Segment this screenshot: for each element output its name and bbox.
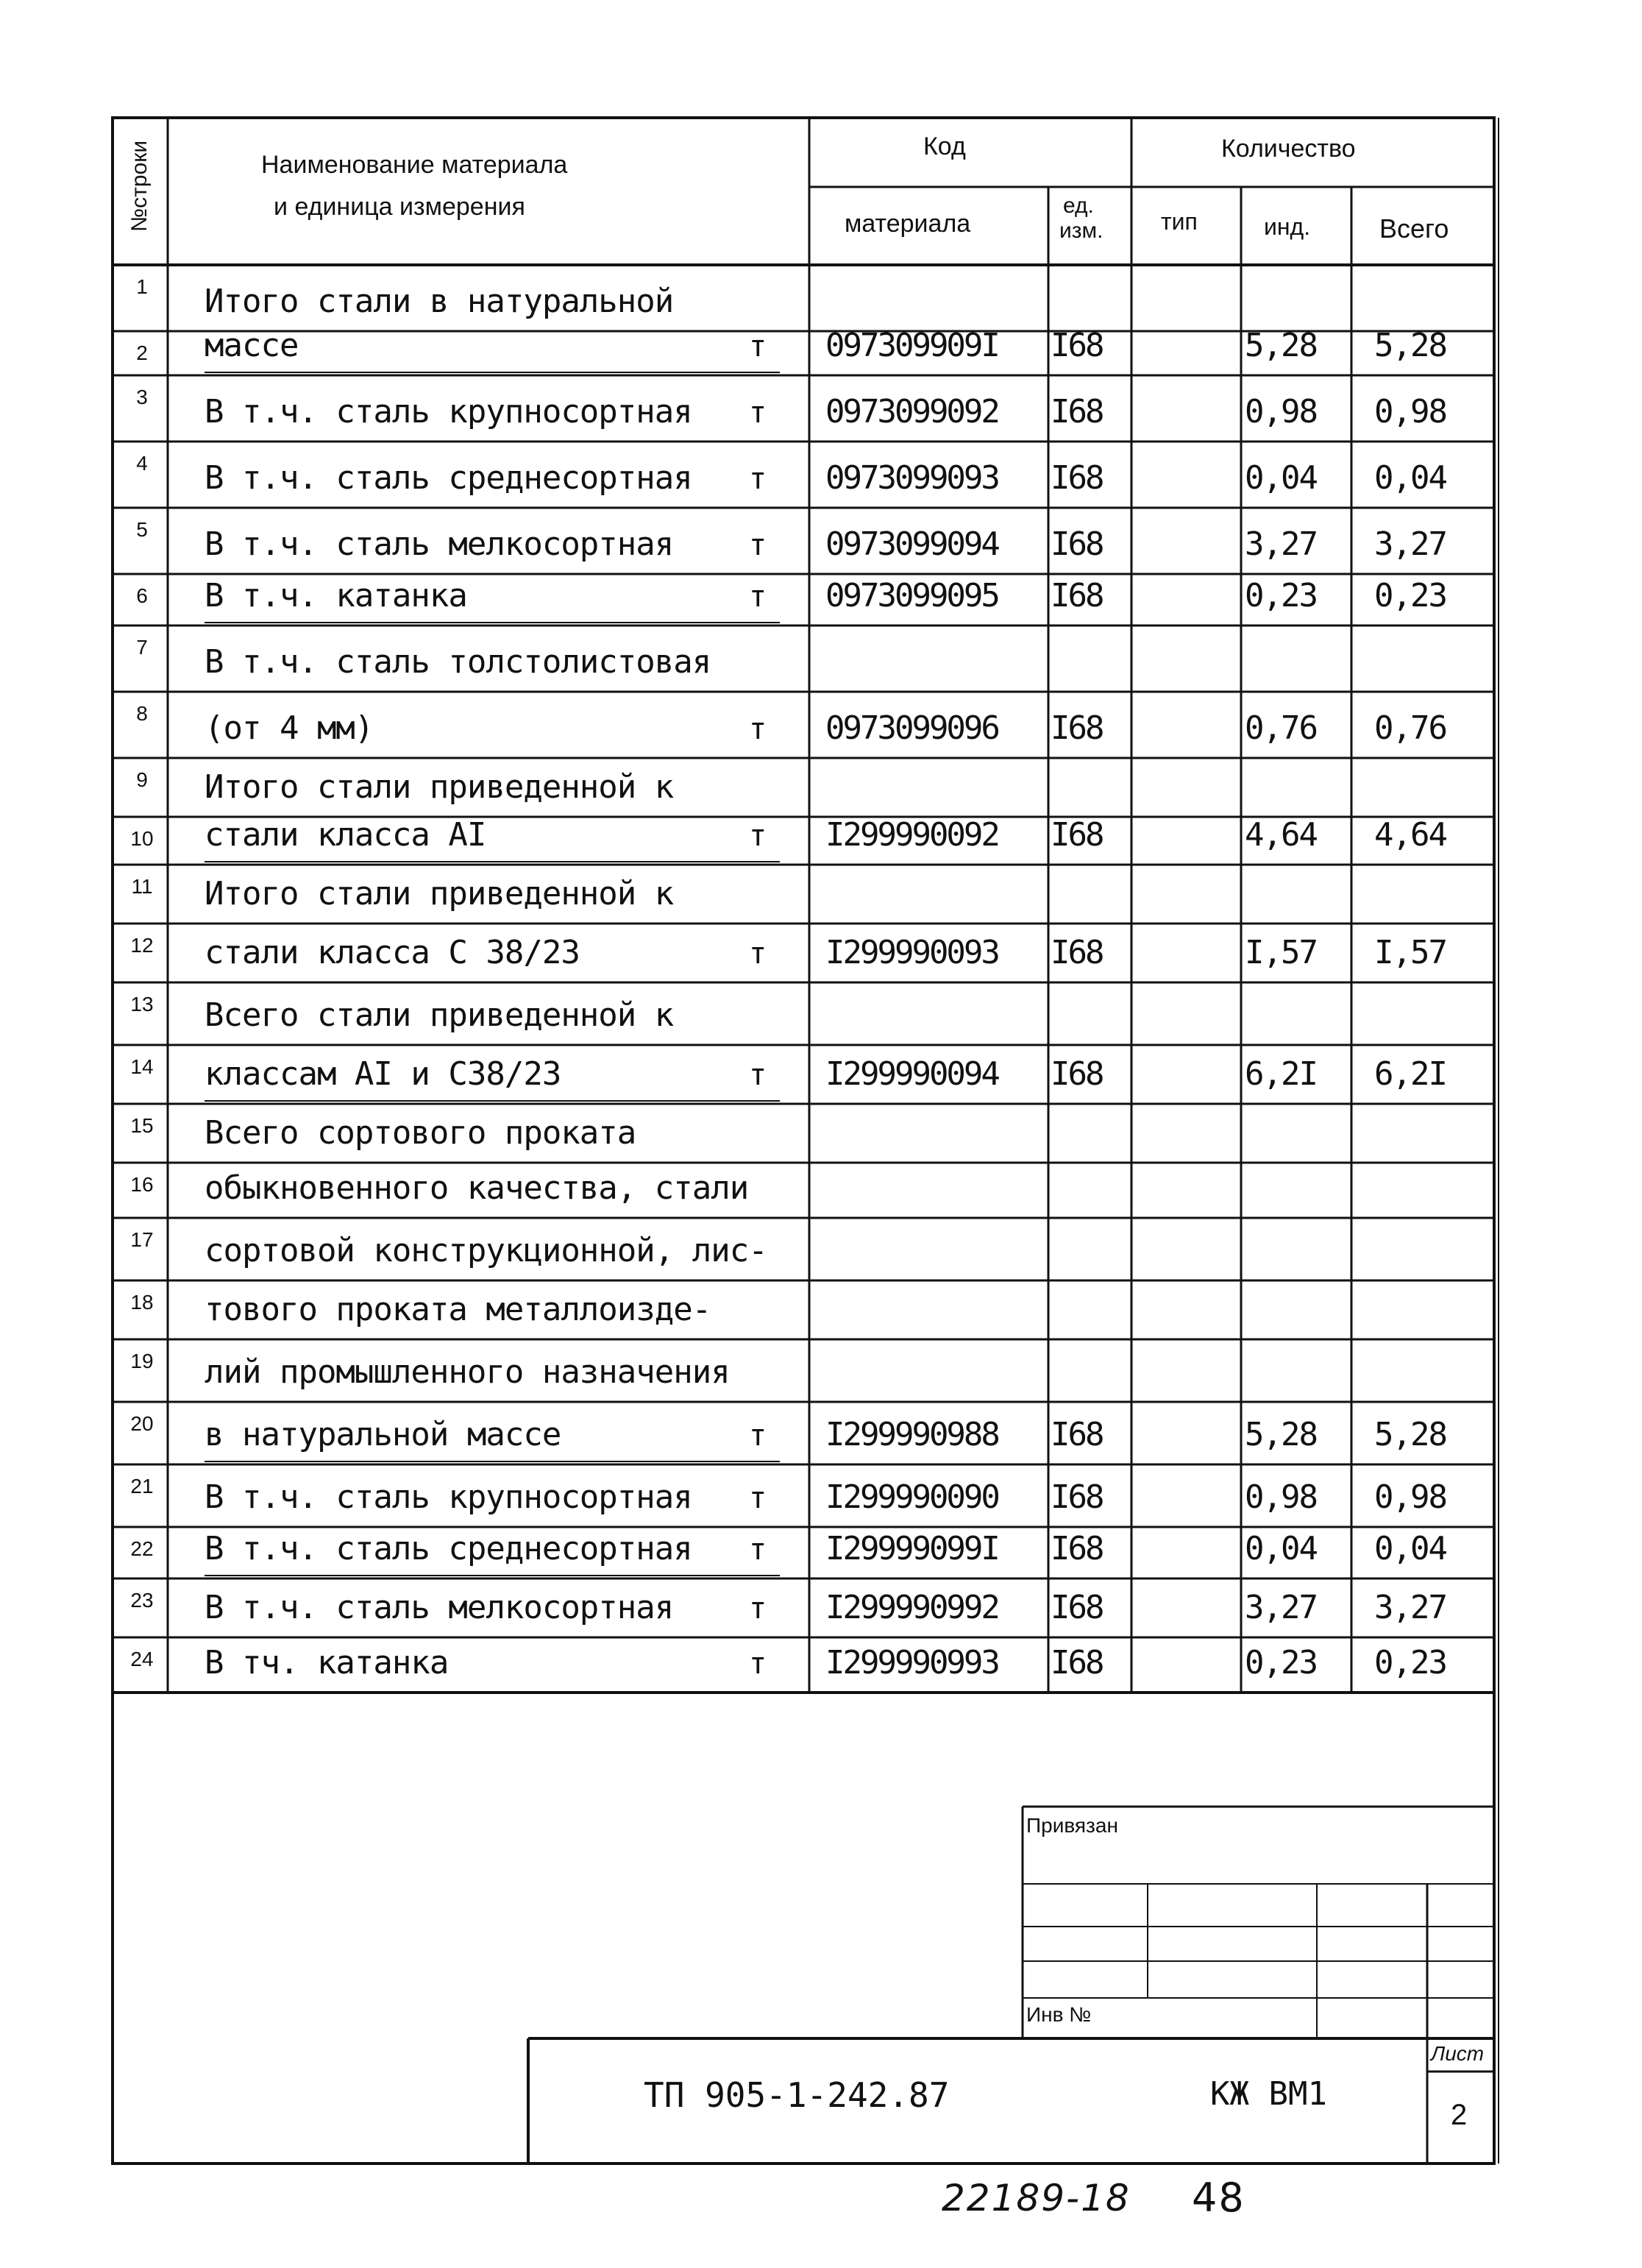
- row-number: 8: [136, 702, 148, 725]
- row-number: 9: [136, 768, 148, 791]
- row-unit-code: I68: [1051, 1478, 1103, 1516]
- row-material-name: Итого стали приведенной к: [205, 875, 674, 912]
- row-number: 6: [136, 584, 148, 607]
- row-unit: т: [749, 330, 767, 364]
- row-number: 15: [130, 1114, 154, 1137]
- row-qty-individual: 0,98: [1245, 393, 1317, 430]
- row-material-code: I299990093: [825, 934, 998, 971]
- row-qty-individual: 5,28: [1245, 327, 1317, 364]
- row-qty-individual: 0,23: [1245, 1644, 1317, 1681]
- row-material-name: В т.ч. сталь толстолистовая: [205, 643, 711, 681]
- row-material-name: массе: [205, 327, 299, 364]
- row-material-name: (от 4 мм): [205, 709, 374, 747]
- row-qty-individual: 0,23: [1245, 577, 1317, 614]
- page-number: 48: [1192, 2175, 1245, 2221]
- row-number: 23: [130, 1589, 154, 1612]
- row-unit: т: [749, 712, 767, 746]
- row-qty-individual: 0,98: [1245, 1478, 1317, 1516]
- row-qty-individual: 0,76: [1245, 709, 1317, 747]
- row-material-name: стали класса AI: [205, 816, 486, 854]
- order-number: 22189-18: [942, 2177, 1131, 2219]
- row-material-code: I299990988: [825, 1416, 998, 1453]
- document-mark: КЖ ВМ1: [1210, 2075, 1327, 2113]
- row-unit-code: I68: [1051, 459, 1103, 497]
- inventory-label: Инв №: [1026, 2003, 1092, 2026]
- row-qty-total: 6,2I: [1374, 1055, 1446, 1093]
- row-unit-code: I68: [1051, 934, 1103, 971]
- row-material-code: I299990094: [825, 1055, 998, 1093]
- row-unit: т: [749, 1419, 767, 1453]
- row-qty-total: 0,23: [1374, 1644, 1446, 1681]
- row-qty-individual: 3,27: [1245, 525, 1317, 563]
- row-material-code: I299990992: [825, 1589, 998, 1626]
- name-header-line1: Наименование материала: [261, 151, 568, 179]
- row-material-name: сортовой конструкционной, лис-: [205, 1232, 767, 1269]
- row-material-name: В т.ч. сталь крупносортная: [205, 1478, 692, 1516]
- row-material-name: в натуральной массе: [205, 1416, 561, 1453]
- row-qty-individual: 5,28: [1245, 1416, 1317, 1453]
- row-material-name: В т.ч. сталь среднесортная: [205, 1530, 692, 1567]
- row-number: 19: [130, 1350, 154, 1372]
- row-unit: т: [749, 1533, 767, 1567]
- row-qty-total: 3,27: [1374, 1589, 1446, 1626]
- qty-type-header: тип: [1161, 208, 1198, 235]
- row-unit: т: [749, 819, 767, 853]
- row-number: 7: [136, 636, 148, 659]
- row-number-header: №строки: [127, 140, 152, 232]
- row-number: 10: [130, 827, 154, 850]
- row-unit: т: [749, 462, 767, 496]
- row-number: 2: [136, 341, 148, 364]
- row-material-name: В т.ч. сталь мелкосортная: [205, 525, 674, 563]
- row-material-name: В т.ч. сталь мелкосортная: [205, 1589, 674, 1626]
- code-unit-header-2: изм.: [1059, 219, 1103, 243]
- row-unit: т: [749, 1647, 767, 1681]
- row-material-name: тового проката металлоизде-: [205, 1291, 711, 1328]
- project-code: ТП 905-1-242.87: [644, 2075, 950, 2115]
- row-material-code: 097309909I: [825, 327, 998, 364]
- row-material-code: I299990993: [825, 1644, 998, 1681]
- row-unit-code: I68: [1051, 1055, 1103, 1093]
- quantity-header: Количество: [1221, 135, 1356, 163]
- row-number: 20: [130, 1412, 154, 1435]
- row-qty-individual: 0,04: [1245, 1530, 1317, 1567]
- row-unit: т: [749, 1592, 767, 1626]
- row-qty-total: 0,04: [1374, 459, 1446, 497]
- row-unit-code: I68: [1051, 1589, 1103, 1626]
- row-material-code: I299990092: [825, 816, 998, 854]
- row-number: 22: [130, 1537, 154, 1560]
- row-number: 24: [130, 1648, 154, 1670]
- row-unit: т: [749, 396, 767, 430]
- row-material-name: лий промышленного назначения: [205, 1353, 730, 1391]
- row-number: 5: [136, 518, 148, 541]
- row-material-name: обыкновенного качества, стали: [205, 1169, 749, 1207]
- row-qty-total: 0,23: [1374, 577, 1446, 614]
- row-material-code: 0973099095: [825, 577, 998, 614]
- sheet-number: 2: [1451, 2099, 1468, 2131]
- row-qty-total: I,57: [1374, 934, 1446, 971]
- row-unit-code: I68: [1051, 577, 1103, 614]
- row-number: 21: [130, 1475, 154, 1498]
- row-unit-code: I68: [1051, 393, 1103, 430]
- qty-total-header: Всего: [1379, 213, 1449, 244]
- row-unit: т: [749, 528, 767, 562]
- row-qty-individual: 0,04: [1245, 459, 1317, 497]
- row-unit-code: I68: [1051, 709, 1103, 747]
- row-material-name: В т.ч. катанка: [205, 577, 467, 614]
- row-unit-code: I68: [1051, 525, 1103, 563]
- row-qty-total: 5,28: [1374, 1416, 1446, 1453]
- row-unit: т: [749, 937, 767, 971]
- row-unit-code: I68: [1051, 1416, 1103, 1453]
- code-unit-header-1: ед.: [1063, 194, 1094, 218]
- row-qty-individual: 4,64: [1245, 816, 1317, 854]
- row-material-name: Всего сортового проката: [205, 1114, 636, 1152]
- row-material-name: классам AI и С38/23: [205, 1055, 561, 1093]
- row-qty-total: 0,76: [1374, 709, 1446, 747]
- code-header: Код: [923, 132, 966, 160]
- row-number: 3: [136, 386, 148, 408]
- row-material-name: В т.ч. сталь среднесортная: [205, 459, 692, 497]
- row-qty-total: 0,04: [1374, 1530, 1446, 1567]
- row-unit-code: I68: [1051, 327, 1103, 364]
- row-unit-code: I68: [1051, 816, 1103, 854]
- row-qty-individual: I,57: [1245, 934, 1317, 971]
- code-material-header: материала: [845, 210, 971, 238]
- row-qty-total: 5,28: [1374, 327, 1446, 364]
- row-qty-total: 0,98: [1374, 1478, 1446, 1516]
- row-material-code: I29999099I: [825, 1530, 998, 1567]
- row-unit: т: [749, 1058, 767, 1092]
- row-unit: т: [749, 580, 767, 614]
- row-number: 12: [130, 934, 154, 957]
- row-number: 1: [136, 275, 148, 298]
- row-material-code: I299990090: [825, 1478, 998, 1516]
- row-material-code: 0973099096: [825, 709, 998, 747]
- row-number: 14: [130, 1055, 154, 1078]
- row-material-name: В т.ч. сталь крупносортная: [205, 393, 692, 430]
- name-header-line2: и единица измерения: [274, 193, 525, 221]
- row-number: 11: [131, 875, 153, 898]
- row-number: 13: [130, 993, 154, 1016]
- row-number: 16: [130, 1173, 154, 1196]
- row-material-name: Итого стали в натуральной: [205, 283, 674, 320]
- row-material-code: 0973099092: [825, 393, 998, 430]
- qty-ind-header: инд.: [1264, 213, 1311, 240]
- row-qty-total: 3,27: [1374, 525, 1446, 563]
- row-material-name: В тч. катанка: [205, 1644, 449, 1681]
- row-material-name: Всего стали приведенной к: [205, 996, 674, 1034]
- row-material-code: 0973099093: [825, 459, 998, 497]
- sheet-label: Лист: [1431, 2042, 1485, 2065]
- row-unit-code: I68: [1051, 1644, 1103, 1681]
- row-qty-total: 4,64: [1374, 816, 1446, 854]
- row-unit-code: I68: [1051, 1530, 1103, 1567]
- row-unit: т: [749, 1481, 767, 1515]
- row-number: 17: [130, 1228, 154, 1251]
- row-material-name: Итого стали приведенной к: [205, 768, 674, 806]
- row-material-code: 0973099094: [825, 525, 998, 563]
- bound-label: Привязан: [1026, 1814, 1118, 1837]
- row-qty-individual: 6,2I: [1245, 1055, 1317, 1093]
- row-qty-individual: 3,27: [1245, 1589, 1317, 1626]
- row-qty-total: 0,98: [1374, 393, 1446, 430]
- row-material-name: стали класса С 38/23: [205, 934, 580, 971]
- row-number: 4: [136, 452, 148, 475]
- row-number: 18: [130, 1291, 154, 1314]
